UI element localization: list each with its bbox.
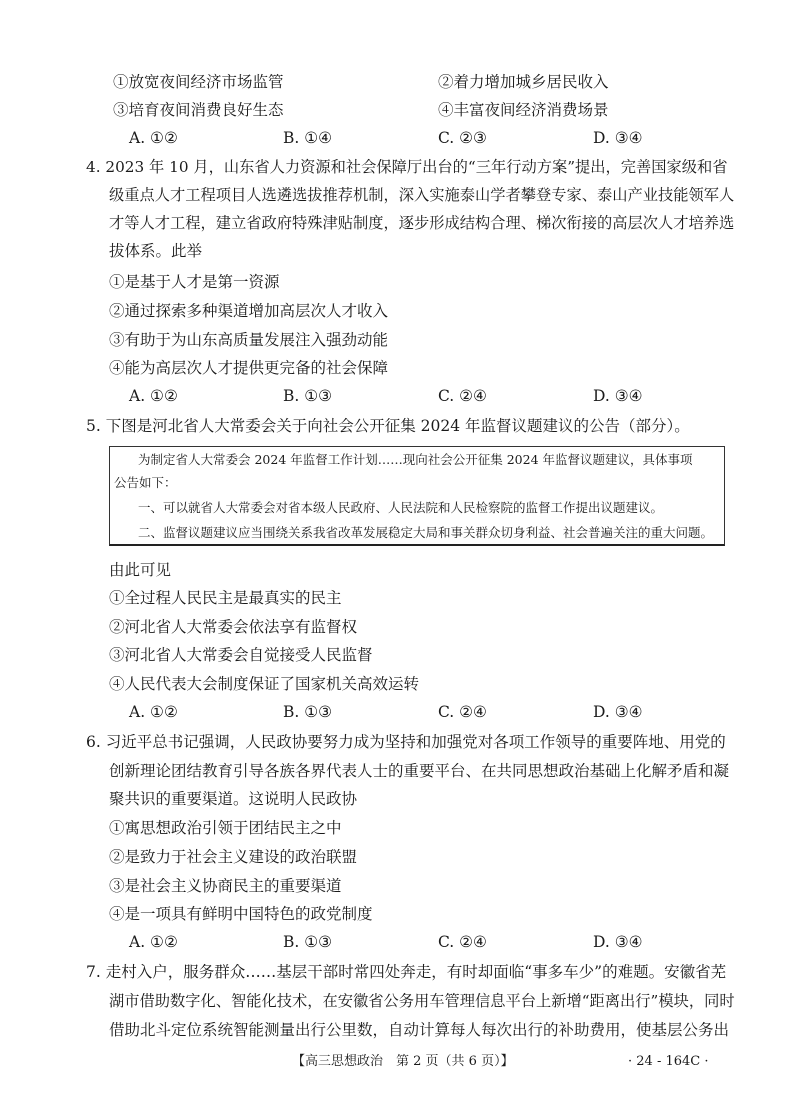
paper-code: · 24 - 164C ·	[628, 1054, 709, 1069]
q6-statement-1: ①寓思想政治引领于团结民主之中	[109, 819, 342, 837]
q4-statement-1: ①是基于人才是第一资源	[109, 273, 280, 291]
notice-line: 为制定省人大常委会 2024 年监督工作计划……现向社会公开征集 2024 年监督议题建议，具体事项	[138, 452, 693, 467]
q6-stem-line: 创新理论团结教育引导各族各界代表人士的重要平台、在共同思想政治基础上化解矛盾和凝	[109, 762, 730, 780]
option-a: A. ①②	[129, 129, 178, 147]
statement-row	[0, 100, 794, 120]
option-c: C. ②④	[438, 933, 487, 951]
q4-stem-line: 4. 2023 年 10 月，山东省人力资源和社会保障厅出台的“三年行动方案”提出，完善国家级和省	[86, 158, 728, 176]
statement-1: ①放宽夜间经济市场监管	[113, 73, 284, 91]
notice-box	[109, 446, 725, 546]
option-d: D. ③④	[593, 703, 643, 721]
option-d: D. ③④	[593, 129, 643, 147]
statement-3: ③培育夜间消费良好生态	[113, 101, 284, 119]
q5-statement-3: ③河北省人大常委会自觉接受人民监督	[109, 646, 373, 664]
statement-2: ②着力增加城乡居民收入	[438, 73, 609, 91]
option-b: B. ①③	[283, 703, 333, 721]
option-a: A. ①②	[129, 387, 178, 405]
option-c: C. ②④	[438, 703, 487, 721]
statement-4: ④丰富夜间经济消费场景	[438, 101, 609, 119]
q6-stem-line: 6. 习近平总书记强调，人民政协要努力成为坚持和加强党对各项工作领导的重要阵地、用党的	[86, 733, 726, 751]
option-d: D. ③④	[593, 933, 643, 951]
notice-line: 公告如下：	[114, 475, 177, 490]
statement-row	[0, 72, 794, 92]
q6-statement-3: ③是社会主义协商民主的重要渠道	[109, 877, 342, 895]
q7-stem-line: 借助北斗定位系统智能测量出行公里数，自动计算每人每次出行的补助费用，使基层公务出	[109, 1021, 730, 1039]
q4-statement-3: ③有助于为山东高质量发展注入强劲动能	[109, 331, 389, 349]
q6-answer-options	[0, 932, 794, 952]
q4-stem-line: 拔体系。此举	[109, 242, 203, 260]
q6-stem-line: 聚共识的重要渠道。这说明人民政协	[109, 790, 358, 808]
page-footer: 【高三思想政治 第 2 页（共 6 页）】	[292, 1054, 514, 1069]
q5-statement-2: ②河北省人大常委会依法享有监督权	[109, 618, 358, 636]
q5-statement-1: ①全过程人民民主是最真实的民主	[109, 589, 342, 607]
q4-stem-line: 级重点人才工程项目人选遴选拔推荐机制，深入实施泰山学者攀登专家、泰山产业技能领军人	[109, 186, 735, 204]
option-a: A. ①②	[129, 933, 178, 951]
q6-statement-4: ④是一项具有鲜明中国特色的政党制度	[109, 905, 373, 923]
q5-lead: 由此可见	[109, 561, 172, 579]
q5-stem: 5. 下图是河北省人大常委会关于向社会公开征集 2024 年监督议题建议的公告（部分）。	[86, 417, 690, 435]
option-a: A. ①②	[129, 703, 178, 721]
answer-options	[0, 128, 794, 148]
q5-statement-4: ④人民代表大会制度保证了国家机关高效运转	[109, 675, 420, 693]
option-b: B. ①③	[283, 933, 333, 951]
q4-statement-4: ④能为高层次人才提供更完备的社会保障	[109, 359, 389, 377]
option-d: D. ③④	[593, 387, 643, 405]
option-b: B. ①③	[283, 387, 333, 405]
option-c: C. ②④	[438, 387, 487, 405]
q5-answer-options	[0, 702, 794, 722]
q4-statement-2: ②通过探索多种渠道增加高层次人才收入	[109, 302, 389, 320]
q7-stem-line: 7. 走村入户，服务群众……基层干部时常四处奔走，有时却面临“事多车少”的难题。安徽省芜	[86, 963, 727, 981]
notice-line: 一、可以就省人大常委会对省本级人民政府、人民法院和人民检察院的监督工作提出议题建议。	[138, 500, 664, 515]
option-b: B. ①④	[283, 129, 333, 147]
option-c: C. ②③	[438, 129, 487, 147]
q7-stem-line: 湖市借助数字化、智能化技术，在安徽省公务用车管理信息平台上新增“距离出行”模块，同时	[109, 992, 735, 1010]
q6-statement-2: ②是致力于社会主义建设的政治联盟	[109, 848, 358, 866]
q4-stem-line: 才等人才工程，建立省政府特殊津贴制度，逐步形成结构合理、梯次衔接的高层次人才培养选	[109, 214, 735, 232]
q4-answer-options	[0, 386, 794, 406]
notice-line: 二、监督议题建议应当围绕关系我省改革发展稳定大局和事关群众切身利益、社会普遍关注的重大问题。	[138, 525, 714, 540]
